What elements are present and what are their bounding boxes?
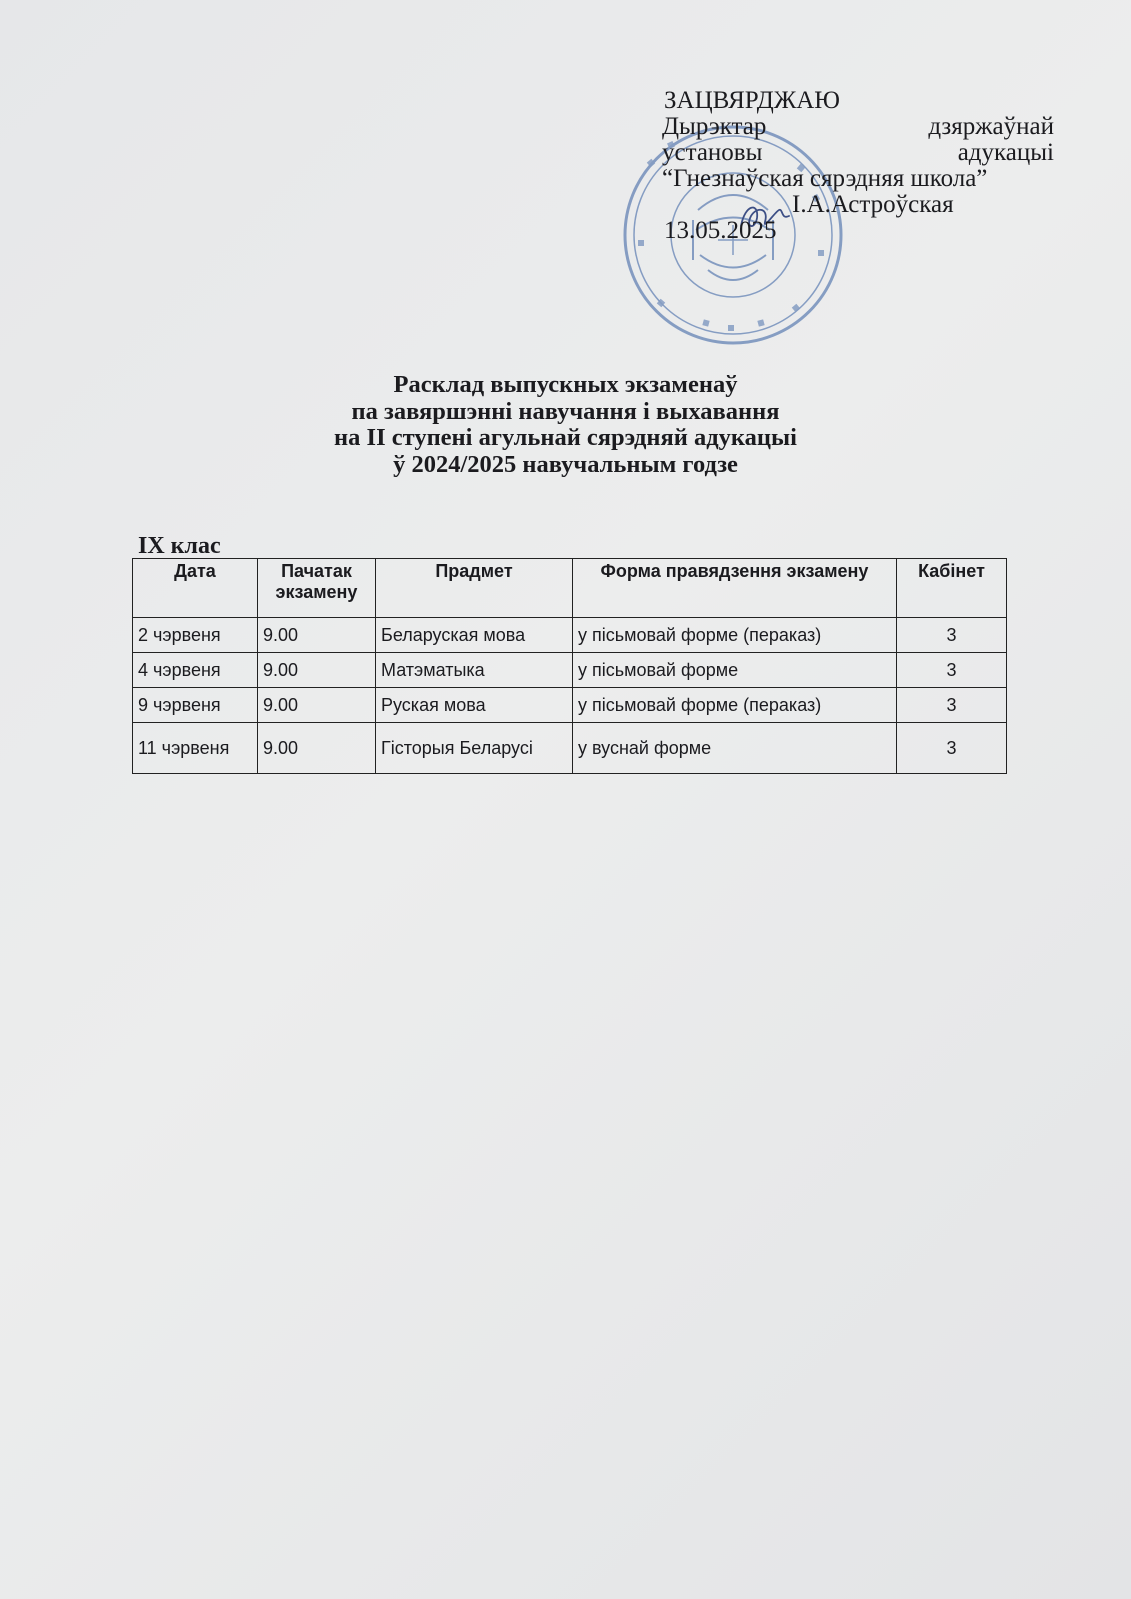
table-row [133,688,1007,723]
cell-start: 9.00 [258,723,376,774]
cell-subject: Матэматыка [376,653,573,688]
approval-heading: ЗАЦВЯРДЖАЮ [664,87,840,114]
approval-date: 13.05.2025 [664,217,777,244]
cell-form: у пісьмовай форме [573,653,897,688]
cell-date: 2 чэрвеня [133,618,258,653]
approval-institution-type-right: адукацыі [957,139,1054,166]
cell-form: у пісьмовай форме (пераказ) [573,688,897,723]
title-line-3: на ІІ ступені агульнай сярэдняй адукацыі [334,424,797,451]
cell-form: у вуснай форме [573,723,897,774]
table-header-row [133,559,1007,618]
cell-start: 9.00 [258,618,376,653]
cell-room: 3 [897,618,1007,653]
cell-date: 9 чэрвеня [133,688,258,723]
cell-form: у пісьмовай форме (пераказ) [573,618,897,653]
document-title [200,372,931,478]
cell-date: 4 чэрвеня [133,653,258,688]
approval-position-left: Дырэктар [662,113,767,140]
approval-signer: І.А.Астроўская [792,191,954,218]
cell-room: 3 [897,653,1007,688]
header-subject: Прадмет [376,559,573,618]
title-line-1: Расклад выпускных экзаменаў [393,371,738,398]
cell-room: 3 [897,723,1007,774]
cell-start: 9.00 [258,688,376,723]
approval-block [662,88,1054,244]
approval-position-line [662,114,1054,140]
cell-subject: Гісторыя Беларусі [376,723,573,774]
cell-start: 9.00 [258,653,376,688]
cell-subject: Руская мова [376,688,573,723]
cell-subject: Беларуская мова [376,618,573,653]
class-label: IX клас [138,533,221,559]
approval-institution-type-line [662,140,1054,166]
table-row [133,723,1007,774]
approval-position-right: дзяржаўнай [928,113,1054,140]
header-form: Форма правядзення экзамену [573,559,897,618]
title-line-4: ў 2024/2025 навучальным годзе [393,450,738,478]
cell-date: 11 чэрвеня [133,723,258,774]
title-line-2: па завяршэнні навучання і выхавання [351,397,780,425]
exam-schedule-table [132,558,1007,774]
approval-institution-type-left: установы [662,139,763,166]
header-room: Кабінет [897,559,1007,618]
header-date: Дата [133,559,258,618]
table-row [133,618,1007,653]
header-start: Пачатак экзамену [258,559,376,618]
approval-institution-name: “Гнезнаўская сярэдняя школа” [662,165,988,192]
table-row [133,653,1007,688]
cell-room: 3 [897,688,1007,723]
